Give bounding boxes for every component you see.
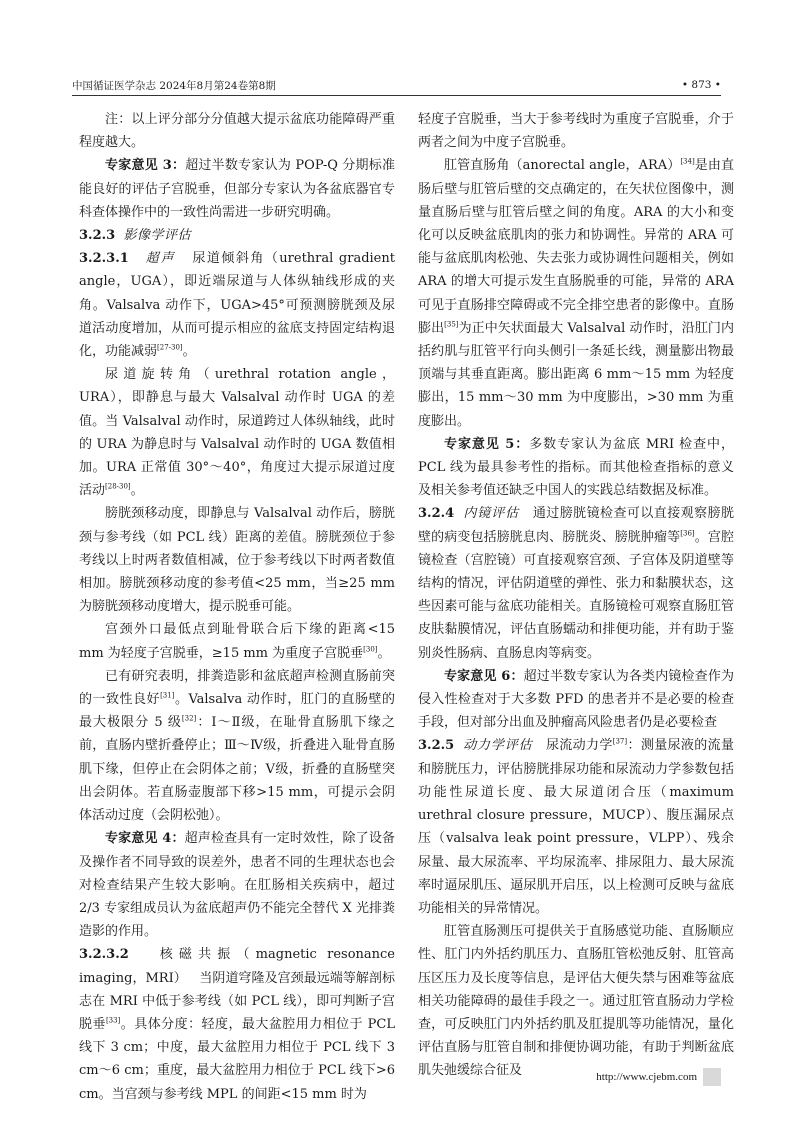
continued-text: 轻度子宫脱垂，当大于参考线时为重度子宫脱垂，介于两者之间为中度子宫脱垂。 xyxy=(418,112,734,151)
section-3-2-5-paragraph: 3.2.5 动力学评估 尿流动力学[37]：测量尿液的流量和膀胱压力，评估膀胱排尿功能和尿流动力学参数包括功能性尿道长度、最大尿道闭合压（maximum urethral closure pressure，MUCP）、腹压漏尿点压（valsalva leak point pressure，VLPP）、残余尿量、最大尿流率、平均尿流率、排尿阻力、最大尿流率时逼尿肌压、逼尿肌开启压，以上检测可反映与盆底功能相关的异常情况。 xyxy=(418,738,734,916)
journal-title: 中国循证医学杂志 2024年8月第24卷第8期 xyxy=(72,79,276,92)
left-column xyxy=(79,108,395,1106)
paragraph-anorectal-manometry: 肛管直肠测压可提供关于直肠感觉功能、直肠顺应性、肛门内外括约肌压力、直肠肛管松弛反射、肛管高压区压力及长度等信息，是评估大便失禁与困难等盆底相关功能障碍的最佳手段之一。通过肛管直肠动力学检查，可反映肛门内外括约肌及肛提肌等功能情况，量化评估直肠与肛管自制和排便协调功能，有助于判断盆底肌失弛缓综合征及 xyxy=(418,924,734,1079)
section-3-2-4-paragraph: 3.2.4 内镜评估 通过膀胱镜检查可以直接观察膀胱壁的病变包括膀胱息肉、膀胱炎、膀胱肿瘤等[36]。宫腔镜检查（宫腔镜）可直接观察宫颈、子宫体及阴道壁等结构的情况，评估阴道壁的弹性、张力和黏膜状态，这些因素可能与盆底功能相关。直肠镜检可观察直肠肛管皮肤黏膜情况，评估直肠蠕动和排便功能，并有助于鉴别炎性肠病、直肠息肉等病变。 xyxy=(418,506,734,661)
running-header xyxy=(72,74,721,96)
paragraph-bladder-neck: 膀胱颈移动度，即静息与 Valsalval 动作后，膀胱颈与参考线（如 PCL 线）距离的差值。膀胱颈位于参考线以上时两者数值相减，位于参考线以下时两者数值相加。膀胱颈移动度的参考值<25 mm，当≥25 mm 为膀胱颈移动度增大，提示脱垂可能。 xyxy=(79,506,395,615)
expert-opinion-6: 专家意见 6：超过半数专家认为各类内镜检查作为侵入性检查对于大多数 PFD 的患者并不是必要的检查手段，但对部分出血及肿瘤高风险患者仍是必要检查 xyxy=(418,668,734,731)
paragraph-rectocele: 已有研究表明，排粪造影和盆底超声检测直肠前突的一致性良好[31]。Valsalva 动作时，肛门的直肠壁的最大极限分 5 级[32]：Ⅰ～Ⅱ级，在耻骨直肠肌下缘之前，直肠内壁折叠停止；Ⅲ～Ⅳ级，折叠进入耻骨直肠肌下缘，但停止在会阴体之前；Ⅴ级，折叠的直肠壁突出会阴体。若直肠壶腹部下移>15 mm，可提示会阴体活动过度（会阴松弛）。 xyxy=(79,668,395,824)
header-rule xyxy=(72,95,721,96)
right-column xyxy=(418,108,734,1083)
paragraph-ura: 尿道旋转角（urethral rotation angle，URA），即静息与最大 Valsalval 动作时 UGA 的差值。当 Valsalval 动作时，尿道跨过人体纵轴线，此时的 URA 为静息时与 Valsalval 动作时的 UGA 数值相加。URA 正常值 30°～40°，角度过大提示尿道过度活动[28-30]。 xyxy=(79,367,395,499)
expert-opinion-3: 专家意见 3：超过半数专家认为 POP-Q 分期标准能良好的评估子宫脱垂，但部分专家认为各盆底器官专科查体操作中的一致性尚需进一步研究明确。 xyxy=(79,158,395,220)
page-number: • 873 • xyxy=(681,79,721,91)
expert-opinion-4: 专家意见 4：超声检查具有一定时效性，除了设备及操作者不同导致的误差外，患者不同的生理状态也会对检查结果产生较大影响。在肛肠相关疾病中，超过 2/3 专家组成员认为盆底超声仍不能完全替代 X 光排粪造影的作用。 xyxy=(79,831,395,940)
journal-logo-icon xyxy=(703,1068,721,1086)
paragraph-cervix: 宫颈外口最低点到耻骨联合后下缘的距离<15 mm 为轻度子宫脱垂，≥15 mm 为重度子宫脱垂[30]。 xyxy=(79,622,395,661)
journal-url[interactable]: http://www.cjebm.com xyxy=(596,1071,697,1083)
table-note: 注：以上评分部分分值越大提示盆底功能障碍严重程度越大。 xyxy=(79,112,395,151)
paragraph-ara: 肛管直肠角（anorectal angle，ARA）[34]是由直肠后壁与肛管后壁的交点确定的，在矢状位图像中，测量直肠后壁与肛管后壁之间的角度。ARA 的大小和变化可以反映盆底肌肉的张力和协调性。异常的 ARA 可能与盆底肌肉松弛、失去张力或协调性问题相关，例如 ARA 的增大可提示发生直肠脱垂的可能，异常的 ARA 可见于直肠排空障碍或不完全排空患者的影像中。直肠膨出[35]为正中矢状面最大 Valsalval 动作时，沿肛门内括约肌与肛管平行向头侧引一条延长线，测量膨出物最顶端与其垂直距离。膨出距离 6 mm～15 mm 为轻度膨出，15 mm～30 mm 为中度膨出，>30 mm 为重度膨出。 xyxy=(418,158,734,429)
expert-opinion-5: 专家意见 5：多数专家认为盆底 MRI 检查中，PCL 线为最具参考性的指标。而其他检查指标的意义及相关参考值还缺乏中国人的实践总结数据及标准。 xyxy=(418,436,735,499)
section-3-2-3-2-paragraph: 3.2.3.2 核磁共振（magnetic resonance imaging，MRI） 当阴道穹隆及宫颈最远端等解剖标志在 MRI 中低于参考线（如 PCL 线），即可判断子宫脱垂[33]。具体分度：轻度，最大盆腔用力相位于 PCL 线下 3 cm；中度，最大盆腔用力相位于 PCL 线下 3 cm～6 cm；重度，最大盆腔用力相位于 PCL 线下>6 cm。当宫颈与参考线 MPL 的间距<15 mm 时为 xyxy=(79,947,395,1102)
page-footer xyxy=(596,1068,721,1086)
section-3-2-3-1-paragraph: 3.2.3.1 超声 尿道倾斜角（urethral gradient angle，UGA），即近端尿道与人体纵轴线形成的夹角。Valsalva 动作下，UGA>45°可预测膀胱颈及尿道活动度增加，从而可提示相应的盆底支持固定结构退化，功能减弱[27-30]。 xyxy=(79,251,395,360)
section-3-2-3-heading: 3.2.3 影像学评估 xyxy=(79,228,191,244)
